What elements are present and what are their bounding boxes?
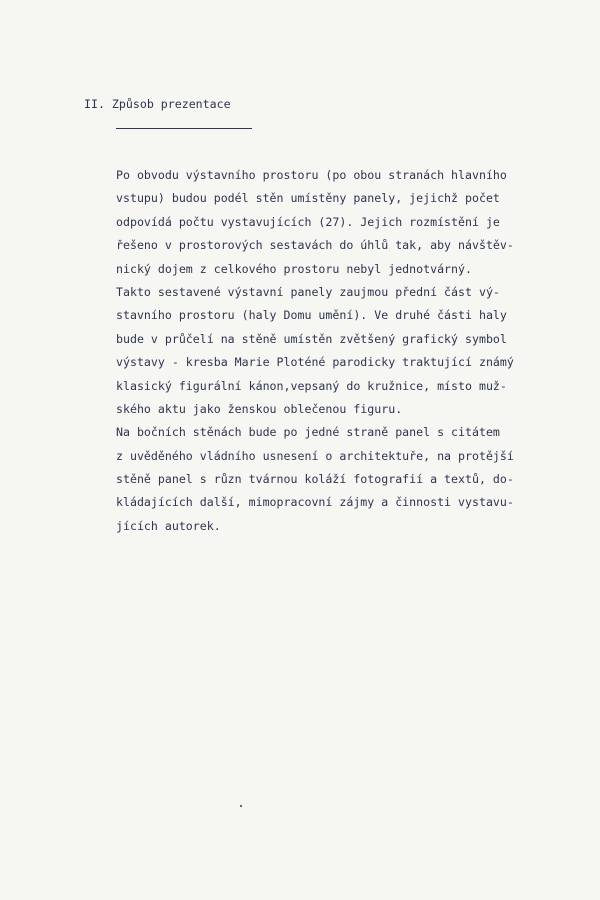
text-line: klasický figurální kánon,vepsaný do kružnice, místo muž- — [116, 378, 507, 393]
text-line: bude v průčelí na stěně umístěn zvětšený grafický symbol — [116, 331, 507, 346]
text-line: řešeno v prostorových sestavách do úhlů tak, aby návštěv- — [116, 238, 514, 253]
text-line: kládajících další, mimopracovní zájmy a činnosti vystavu- — [116, 495, 514, 510]
text-line: ského aktu jako ženskou oblečenou figuru. — [116, 401, 403, 416]
body-text — [116, 166, 586, 540]
text-line: Na bočních stěnách bude po jedné straně panel s citátem — [116, 425, 500, 440]
text-line: jících autorek. — [116, 518, 221, 533]
paper-speck — [240, 805, 242, 807]
text-line: nický dojem z celkového prostoru nebyl jednotvárný. — [116, 261, 472, 276]
text-line: Takto sestavené výstavní panely zaujmou přední část vý- — [116, 284, 500, 299]
text-line: vstupu) budou podél stěn umístěny panely, jejichž počet — [116, 191, 500, 206]
text-line: stěně panel s různ tvárnou koláží fotografií a textů, do- — [116, 472, 514, 487]
text-line: odpovídá počtu vystavujících (27). Jejich rozmístění je — [116, 214, 500, 229]
section-heading: II. Způsob prezentace — [84, 97, 231, 111]
text-line: Po obvodu výstavního prostoru (po obou stranách hlavního — [116, 168, 507, 182]
text-line: výstavy - kresba Marie Ploténé parodicky traktující známý — [116, 355, 514, 370]
text-line: z uvěděného vládního usnesení o architektuře, na protější — [116, 448, 514, 463]
text-line: stavního prostoru (haly Domu umění). Ve druhé části haly — [116, 308, 507, 323]
heading-underline — [116, 128, 252, 129]
